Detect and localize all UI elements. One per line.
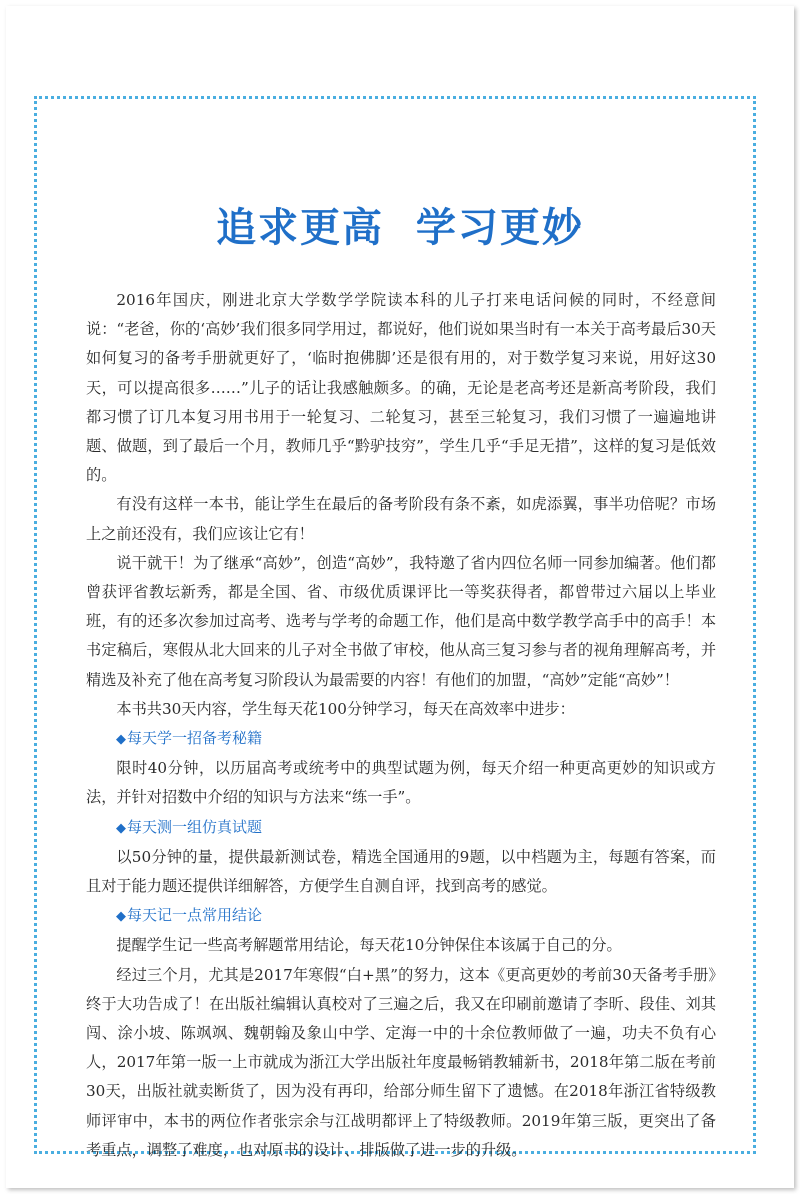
section-text: 限时40分钟，以历届高考或统考中的典型试题为例，每天介绍一种更高更妙的知识或方法，并针对招数中介绍的知识与方法来“练一手”。 — [86, 759, 716, 807]
section-heading-label: 每天测一组仿真试题 — [127, 817, 263, 836]
page-title: 追求更高 学习更妙 — [216, 205, 584, 251]
section-text: 提醒学生记一些高考解题常用结论，每天花10分钟保住本该属于自己的分。 — [116, 936, 622, 955]
section-heading — [86, 813, 716, 843]
body-content — [86, 286, 716, 1165]
diamond-icon: ◆ — [116, 909, 126, 925]
section-text: 以50分钟的量，提供最新测试卷，精选全国通用的9题，以中档题为主，每题有答案，而且对于能力题还提供详细解答，方便学生自测自评，找到高考的感觉。 — [86, 847, 716, 896]
section-heading — [86, 901, 716, 931]
paragraph: 有没有这样一本书，能让学生在最后的备考阶段有条不紊，如虎添翼，事半功倍呢？市场上之前还没有，我们应该让它有！ — [86, 495, 716, 543]
diamond-icon: ◆ — [116, 820, 126, 836]
section-heading — [86, 724, 716, 754]
section-heading-label: 每天记一点常用结论 — [127, 906, 263, 925]
paragraph: 本书共30天内容，学生每天花100分钟学习，每天在高效率中进步： — [116, 699, 575, 718]
paragraph: 说干就干！为了继承“高妙”，创造“高妙”，我特邀了省内四位名师一同参加编著。他们都曾获评省教坛新秀，都是全国、省、市级优质课评比一等奖获得者，都曾带过六届以上毕业班，有的还多次参加过高考、选考与学考的命题工作，他们是高中数学教学高手中的高手！本书定稿后，寒假从北大回来的儿子对全书做了审校，他从高三复习参与者的视角理解高考，并精选及补充了他在高考复习阶段认为最需要的内容！有他们的加盟，“高妙”定能“高妙”！ — [86, 553, 716, 689]
section-heading-label: 每天学一招备考秘籍 — [127, 729, 263, 748]
paragraph: 经过三个月，尤其是2017年寒假“白+黑”的努力，这本《更高更妙的考前30天备考手册》终于大功告成了！在出版社编辑认真校对了三遍之后，我又在印刷前邀请了李昕、段佳、刘其闯、涂小坡、陈飒飒、魏朝翰及象山中学、定海一中的十余位教师做了一遍，功夫不负有心人，2017年第一版一上市就成为浙江大学出版社年度最畅销教辅新书，2018年第二版在考前30天，出版社就卖断货了，因为没有再印，给部分师生留下了遗憾。在2018年浙江省特级教师评审中，本书的两位作者张宗余与江战明都评上了特级教师。2019年第三版，更突出了备考重点，调整了难度，也对原书的设计、排版做了进一步的升级。 — [86, 965, 716, 1159]
diamond-icon: ◆ — [116, 732, 126, 748]
paragraph: 2016年国庆，刚进北京大学数学学院读本科的儿子打来电话问候的同时，不经意间说：“老爸，你的‘高妙’我们很多同学用过，都说好，他们说如果当时有一本关于高考最后30天如何复习的备考手册就更好了，‘临时抱佛脚’还是很有用的，对于数学复习来说，用好这30天，可以提高很多……”儿子的话让我感触颇多。的确，无论是老高考还是新高考阶段，我们都习惯了订几本复习用书用于一轮复习、二轮复习，甚至三轮复习，我们习惯了一遍遍地讲题、做题，到了最后一个月，教师几乎“黔驴技穷”，学生几乎“手足无措”，这样的复习是低效的。 — [86, 291, 716, 485]
